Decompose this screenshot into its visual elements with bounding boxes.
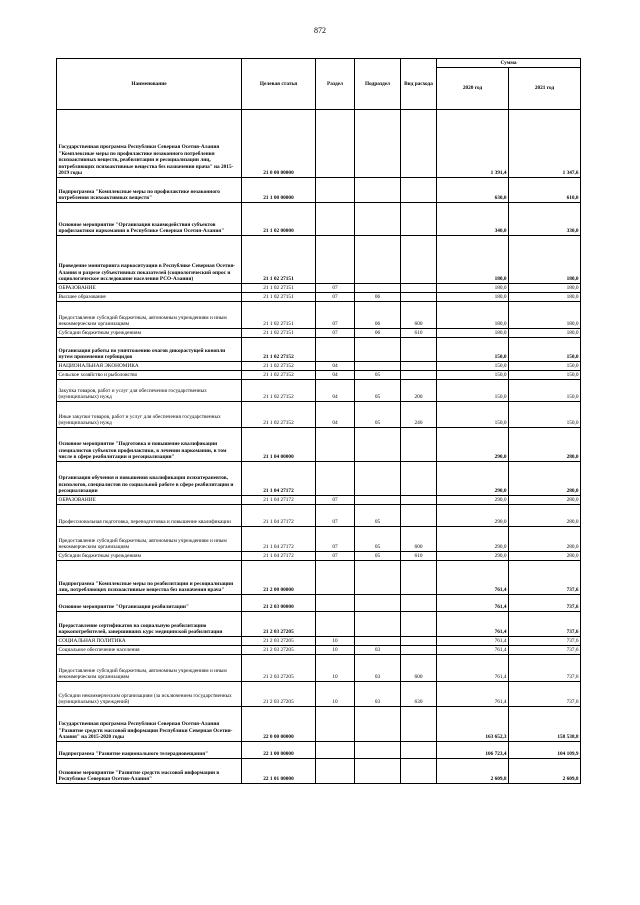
row-target: 21 1 02 27152 (242, 371, 316, 380)
row-target: 21 1 04 27172 (242, 496, 316, 505)
row-target: 21 1 00 00000 (242, 178, 316, 203)
row-value-2021: 150,0 (509, 371, 581, 380)
row-name: Предоставление субсидий бюджетным, автономным учреждениям и иным некоммерческим организациям (57, 302, 242, 329)
row-value-2020: 761,4 (437, 612, 509, 637)
row-subsection (355, 110, 401, 178)
table-row (57, 428, 581, 462)
row-subsection (355, 595, 401, 612)
row-subsection: 06 (355, 302, 401, 329)
row-subsection: 03 (355, 682, 401, 707)
row-name: Основное мероприятие "Организация реабилитации" (57, 595, 242, 612)
row-value-2021: 158 538,8 (509, 707, 581, 742)
row-expense-type: 630 (401, 682, 437, 707)
row-subsection: 05 (355, 380, 401, 402)
table-row (57, 402, 581, 428)
row-expense-type (401, 759, 437, 784)
row-expense-type (401, 371, 437, 380)
row-value-2021: 280,0 (509, 505, 581, 527)
row-subsection: 03 (355, 646, 401, 655)
row-subsection: 06 (355, 293, 401, 302)
row-section: 07 (316, 527, 355, 552)
row-expense-type (401, 284, 437, 293)
row-subsection (355, 203, 401, 236)
row-section (316, 236, 355, 284)
row-value-2020: 290,0 (437, 527, 509, 552)
row-value-2021: 737,6 (509, 682, 581, 707)
row-value-2021: 280,0 (509, 496, 581, 505)
row-section: 04 (316, 380, 355, 402)
row-expense-type (401, 110, 437, 178)
row-value-2020: 1 391,4 (437, 110, 509, 178)
row-value-2021: 150,0 (509, 362, 581, 371)
row-value-2020: 163 652,3 (437, 707, 509, 742)
row-value-2020: 2 609,8 (437, 759, 509, 784)
table-row (57, 110, 581, 178)
row-subsection (355, 236, 401, 284)
row-subsection: 03 (355, 655, 401, 682)
row-target: 21 1 04 00000 (242, 428, 316, 462)
row-expense-type: 600 (401, 527, 437, 552)
row-subsection: 06 (355, 329, 401, 338)
row-subsection: 05 (355, 552, 401, 561)
row-target: 21 1 02 27151 (242, 236, 316, 284)
row-section: 07 (316, 293, 355, 302)
row-expense-type (401, 203, 437, 236)
row-section: 04 (316, 402, 355, 428)
table-row (57, 655, 581, 682)
row-expense-type: 600 (401, 302, 437, 329)
row-value-2020: 180,0 (437, 236, 509, 284)
header-section: Раздел (316, 59, 355, 110)
row-subsection: 05 (355, 402, 401, 428)
row-value-2020: 150,0 (437, 338, 509, 362)
row-value-2020: 180,0 (437, 329, 509, 338)
table-row (57, 293, 581, 302)
row-section: 04 (316, 362, 355, 371)
row-subsection (355, 612, 401, 637)
row-expense-type (401, 428, 437, 462)
row-name: Основное мероприятие "Развитие средств массовой информации в Республике Северная Осетия-Алания" (57, 759, 242, 784)
row-value-2021: 1 347,6 (509, 110, 581, 178)
table-row (57, 462, 581, 496)
row-value-2020: 150,0 (437, 371, 509, 380)
row-value-2020: 290,0 (437, 552, 509, 561)
row-name: Государственная программа Республики Северная Осетия-Алания "Развитие средств массовой информации Республики Северная Осетия-Алания" на 2015-2020 годы (57, 707, 242, 742)
header-target: Целевая статья (242, 59, 316, 110)
row-section (316, 428, 355, 462)
row-value-2020: 180,0 (437, 293, 509, 302)
table-row (57, 637, 581, 646)
table-row (57, 561, 581, 595)
row-name: СОЦИАЛЬНАЯ ПОЛИТИКА (57, 637, 242, 646)
row-value-2021: 737,6 (509, 646, 581, 655)
row-target: 21 1 02 00000 (242, 203, 316, 236)
row-target: 21 2 03 27205 (242, 655, 316, 682)
table-row (57, 362, 581, 371)
row-section: 07 (316, 505, 355, 527)
table-row (57, 380, 581, 402)
row-value-2020: 761,4 (437, 595, 509, 612)
row-subsection (355, 637, 401, 646)
row-value-2020: 630,0 (437, 178, 509, 203)
row-section: 07 (316, 284, 355, 293)
row-expense-type (401, 637, 437, 646)
row-name: Иные закупки товаров, работ и услуг для обеспечения государственных (муниципальных) нужд (57, 402, 242, 428)
table-row (57, 496, 581, 505)
table-row (57, 302, 581, 329)
row-subsection (355, 742, 401, 759)
row-target: 22 1 00 00000 (242, 742, 316, 759)
row-target: 21 2 03 27205 (242, 637, 316, 646)
row-section: 10 (316, 682, 355, 707)
row-expense-type: 240 (401, 402, 437, 428)
row-section (316, 759, 355, 784)
header-2021: 2021 год (509, 68, 581, 110)
row-section (316, 178, 355, 203)
row-target: 21 2 03 27205 (242, 682, 316, 707)
header-name: Наименование (57, 59, 242, 110)
row-expense-type (401, 742, 437, 759)
row-value-2021: 737,6 (509, 595, 581, 612)
table-row (57, 682, 581, 707)
row-value-2020: 761,4 (437, 561, 509, 595)
row-section: 10 (316, 646, 355, 655)
row-section: 10 (316, 655, 355, 682)
row-section: 04 (316, 371, 355, 380)
row-value-2021: 150,0 (509, 338, 581, 362)
row-name: Субсидии некоммерческим организациям (за исключением государственных (муниципальных) учреждений) (57, 682, 242, 707)
row-target: 21 1 02 27151 (242, 329, 316, 338)
row-target: 21 1 02 27152 (242, 362, 316, 371)
row-value-2021: 330,0 (509, 203, 581, 236)
table-row (57, 338, 581, 362)
row-target: 21 1 04 27172 (242, 552, 316, 561)
row-value-2020: 340,0 (437, 203, 509, 236)
row-value-2021: 280,0 (509, 428, 581, 462)
row-name: НАЦИОНАЛЬНАЯ ЭКОНОМИКА (57, 362, 242, 371)
row-value-2020: 290,0 (437, 496, 509, 505)
row-target: 21 2 03 27205 (242, 612, 316, 637)
row-value-2021: 180,0 (509, 329, 581, 338)
table-row (57, 284, 581, 293)
row-subsection (355, 496, 401, 505)
row-expense-type (401, 505, 437, 527)
row-target: 21 0 00 00000 (242, 110, 316, 178)
row-subsection (355, 707, 401, 742)
row-expense-type: 600 (401, 655, 437, 682)
row-value-2020: 761,4 (437, 637, 509, 646)
row-target: 22 1 01 00000 (242, 759, 316, 784)
row-name: Субсидии бюджетным учреждениям (57, 329, 242, 338)
row-target: 21 2 00 00000 (242, 561, 316, 595)
header-sum: Сумма (437, 59, 581, 68)
row-expense-type (401, 612, 437, 637)
row-section (316, 561, 355, 595)
row-subsection (355, 178, 401, 203)
row-subsection (355, 338, 401, 362)
row-expense-type: 610 (401, 329, 437, 338)
table-row (57, 707, 581, 742)
row-section: 07 (316, 329, 355, 338)
row-name: Сельское хозяйство и рыболовство (57, 371, 242, 380)
row-value-2020: 150,0 (437, 402, 509, 428)
row-target: 21 1 04 27172 (242, 505, 316, 527)
row-expense-type (401, 338, 437, 362)
row-subsection (355, 428, 401, 462)
row-subsection (355, 561, 401, 595)
table-row (57, 505, 581, 527)
row-target: 22 0 00 00000 (242, 707, 316, 742)
header-expense-type: Вид расхода (401, 59, 437, 110)
row-target: 21 1 02 27152 (242, 380, 316, 402)
row-value-2020: 761,4 (437, 682, 509, 707)
row-value-2021: 2 609,8 (509, 759, 581, 784)
row-name: Проведение мониторинга наркоситуации в Республике Северная Осетия-Алания и разрезе субъективных показателей (социологический опрос и социологическое исследование населения РСО-Алания) (57, 236, 242, 284)
row-target: 21 1 02 27151 (242, 293, 316, 302)
row-name: Государственная программа Республики Северная Осетия-Алания "Комплексные меры по профилактике незаконного потребления психоактивных веществ, реабилитации и ресоциализации лиц, потребляющих психоактивные вещества без назначения врача" на 2015-2019 годы (57, 110, 242, 178)
row-target: 21 2 03 00000 (242, 595, 316, 612)
row-name: Предоставление субсидий бюджетным, автономным учреждениям и иным некоммерческим организациям (57, 527, 242, 552)
table-row (57, 371, 581, 380)
row-expense-type (401, 646, 437, 655)
row-subsection: 05 (355, 527, 401, 552)
row-value-2020: 180,0 (437, 302, 509, 329)
budget-table (56, 58, 581, 784)
row-target: 21 2 03 27205 (242, 646, 316, 655)
row-section (316, 707, 355, 742)
row-subsection: 05 (355, 505, 401, 527)
row-section: 07 (316, 552, 355, 561)
row-target: 21 1 02 27152 (242, 402, 316, 428)
row-value-2021: 150,0 (509, 380, 581, 402)
header-subsection: Подраздел (355, 59, 401, 110)
row-expense-type (401, 595, 437, 612)
row-expense-type (401, 293, 437, 302)
row-section (316, 462, 355, 496)
row-name: Подпрограмма "Развитие национального телерадиовещания" (57, 742, 242, 759)
table-row (57, 236, 581, 284)
row-name: Организация работы по уничтожению очагов дикорастущей конопли путем применения гербицидов (57, 338, 242, 362)
row-section: 07 (316, 496, 355, 505)
row-name: Предоставление субсидий бюджетным, автономным учреждениям и иным некоммерческим организациям (57, 655, 242, 682)
row-value-2021: 180,0 (509, 236, 581, 284)
row-value-2021: 280,0 (509, 552, 581, 561)
row-value-2021: 150,0 (509, 402, 581, 428)
row-value-2020: 106 723,4 (437, 742, 509, 759)
table-row (57, 742, 581, 759)
row-expense-type (401, 462, 437, 496)
row-subsection (355, 759, 401, 784)
row-subsection (355, 462, 401, 496)
row-name: Основное мероприятие "Организация взаимодействия субъектов профилактики наркомании в Республике Северная Осетия-Алания" (57, 203, 242, 236)
row-expense-type (401, 561, 437, 595)
row-section (316, 338, 355, 362)
row-value-2021: 180,0 (509, 284, 581, 293)
table-row (57, 178, 581, 203)
row-value-2021: 280,0 (509, 462, 581, 496)
table-row (57, 595, 581, 612)
row-section: 10 (316, 637, 355, 646)
row-value-2021: 104 109,9 (509, 742, 581, 759)
row-value-2021: 737,6 (509, 612, 581, 637)
row-name: Закупка товаров, работ и услуг для обеспечения государственных (муниципальных) нужд (57, 380, 242, 402)
row-name: Организация обучения и повышения квалификации психотерапевтов, психологов, специалистов по социальной работе в сфере реабилитации и ресоциализации (57, 462, 242, 496)
table-row (57, 552, 581, 561)
row-name: Высшее образование (57, 293, 242, 302)
row-subsection (355, 284, 401, 293)
row-name: ОБРАЗОВАНИЕ (57, 284, 242, 293)
row-value-2021: 737,6 (509, 561, 581, 595)
row-name: ОБРАЗОВАНИЕ (57, 496, 242, 505)
row-expense-type (401, 178, 437, 203)
row-expense-type (401, 496, 437, 505)
row-section (316, 742, 355, 759)
row-value-2021: 180,0 (509, 293, 581, 302)
page-number: 872 (314, 26, 326, 35)
row-expense-type (401, 707, 437, 742)
table-row (57, 646, 581, 655)
row-section: 07 (316, 302, 355, 329)
row-expense-type: 610 (401, 552, 437, 561)
row-value-2020: 180,0 (437, 284, 509, 293)
row-name: Основное мероприятие "Подготовка и повышение квалификации специалистов субъектов профилактики, в лечении наркомании, в том числе в сфере реабилитации и ресоциализации" (57, 428, 242, 462)
row-target: 21 1 04 27172 (242, 462, 316, 496)
row-expense-type (401, 236, 437, 284)
row-value-2020: 150,0 (437, 362, 509, 371)
row-value-2020: 761,4 (437, 646, 509, 655)
row-name: Профессиональная подготовка, переподготовка и повышение квалификации (57, 505, 242, 527)
row-value-2021: 737,6 (509, 655, 581, 682)
row-name: Субсидии бюджетным учреждениям (57, 552, 242, 561)
row-value-2020: 290,0 (437, 505, 509, 527)
row-expense-type: 200 (401, 380, 437, 402)
table-row (57, 527, 581, 552)
row-section (316, 203, 355, 236)
row-target: 21 1 02 27151 (242, 302, 316, 329)
row-value-2021: 180,0 (509, 302, 581, 329)
header-2020: 2020 год (437, 68, 509, 110)
row-name: Подпрограмма "Комплексные меры по реабилитации и ресоциализации лиц, потребляющих психоактивные вещества без назначения врача" (57, 561, 242, 595)
row-name: Подпрограмма "Комплексные меры по профилактике незаконного потребления психоактивных веществ" (57, 178, 242, 203)
row-section (316, 612, 355, 637)
row-target: 21 1 02 27152 (242, 338, 316, 362)
row-subsection: 05 (355, 371, 401, 380)
row-section (316, 110, 355, 178)
row-value-2020: 290,0 (437, 428, 509, 462)
row-value-2020: 761,4 (437, 655, 509, 682)
row-value-2021: 610,0 (509, 178, 581, 203)
table-row (57, 612, 581, 637)
table-row (57, 759, 581, 784)
row-section (316, 595, 355, 612)
row-expense-type (401, 362, 437, 371)
table-row (57, 329, 581, 338)
row-target: 21 1 04 27172 (242, 527, 316, 552)
row-value-2020: 290,0 (437, 462, 509, 496)
row-value-2020: 150,0 (437, 380, 509, 402)
table-row (57, 203, 581, 236)
row-subsection (355, 362, 401, 371)
row-name: Предоставление сертификатов на социальную реабилитацию наркопотребителей, завершивших курс медицинской реабилитации (57, 612, 242, 637)
row-value-2021: 737,6 (509, 637, 581, 646)
row-value-2021: 280,0 (509, 527, 581, 552)
row-name: Социальное обеспечение населения (57, 646, 242, 655)
row-target: 21 1 02 27151 (242, 284, 316, 293)
